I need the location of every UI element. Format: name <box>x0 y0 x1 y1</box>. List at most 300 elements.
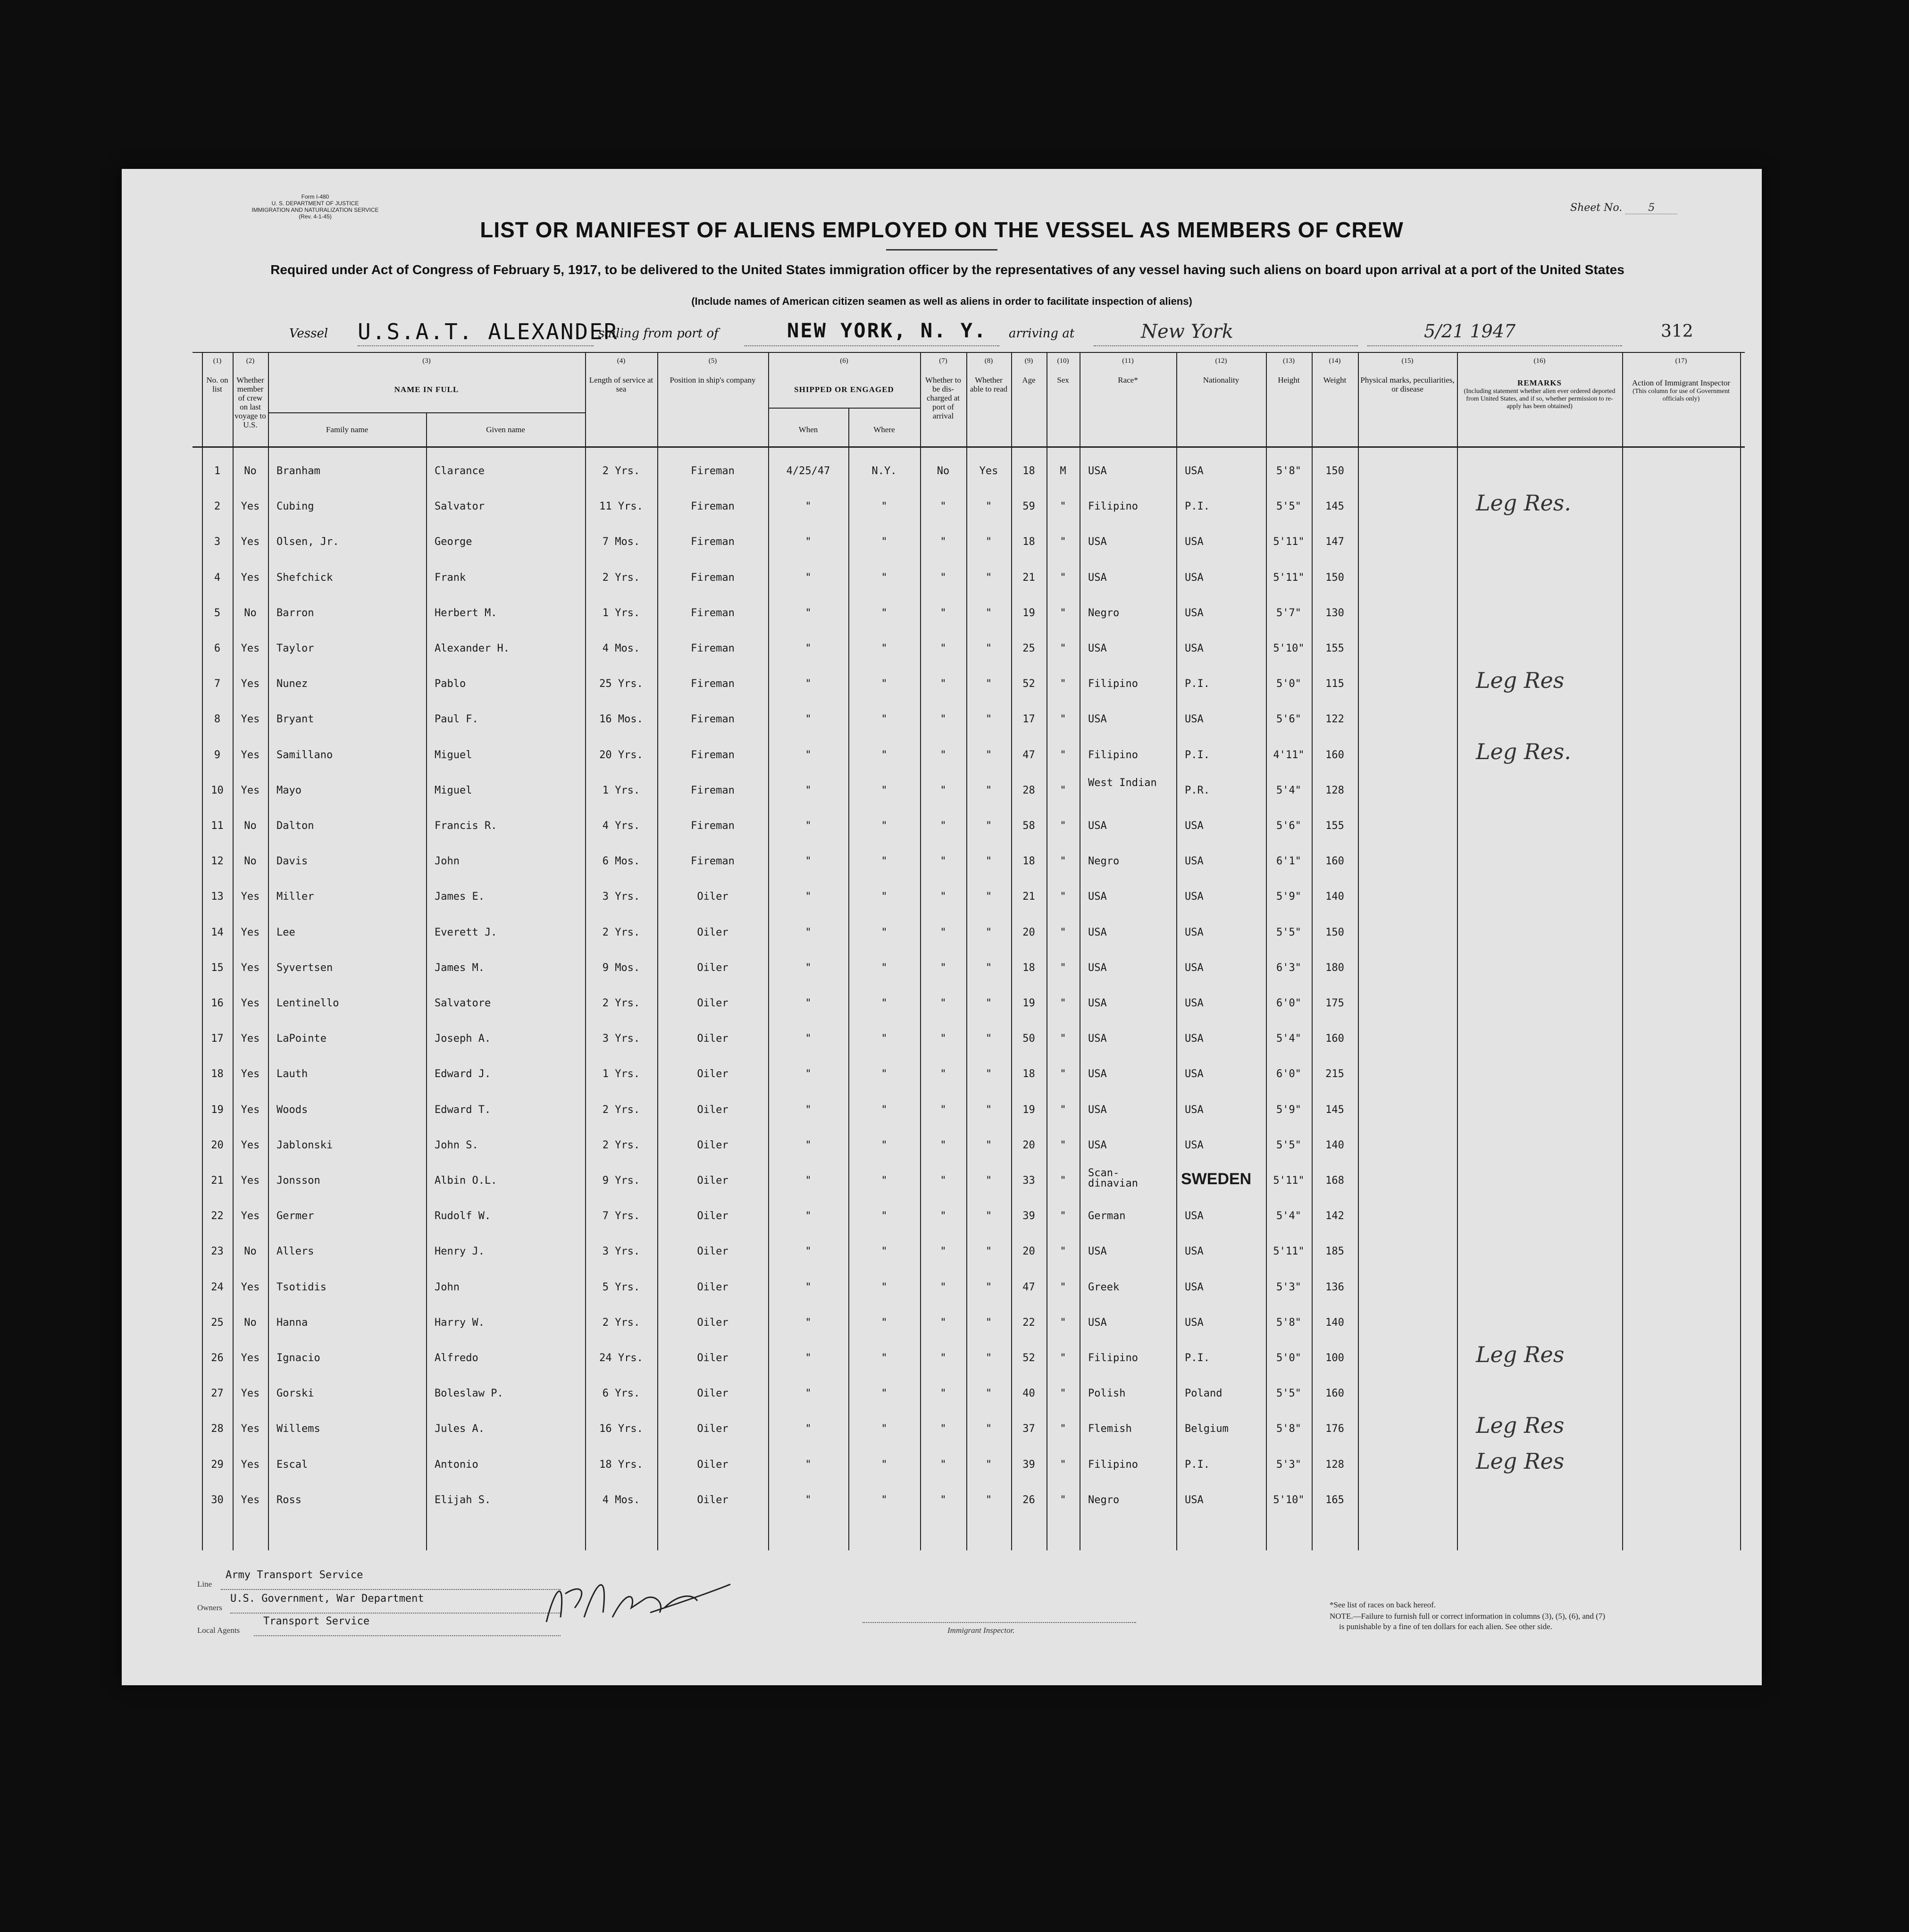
cell-when: " <box>805 643 812 654</box>
cell-nationality: USA <box>1185 1210 1204 1222</box>
cell-discharged: " <box>940 1210 946 1222</box>
column-divider <box>233 352 234 1550</box>
cell-age: 17 <box>1022 713 1035 726</box>
cell-family: Nunez <box>276 678 308 690</box>
vessel-underline <box>358 345 594 346</box>
column-divider <box>1622 352 1623 1550</box>
cell-age: 20 <box>1022 926 1035 938</box>
column-header: NAME IN FULL <box>394 385 459 394</box>
cell-family: Jablonski <box>276 1139 333 1151</box>
remarks-handwritten: Leg Res. <box>1476 738 1571 764</box>
cell-given: Miguel <box>435 784 472 796</box>
cell-family: Shefchick <box>276 571 333 584</box>
column-divider <box>1011 352 1012 1550</box>
cell-position: Oiler <box>697 1494 728 1506</box>
cell-service: 9 Mos. <box>602 962 640 974</box>
cell-age: 21 <box>1022 571 1035 584</box>
column-header: Length of service at sea <box>589 376 653 393</box>
cell-nationality: USA <box>1185 713 1204 726</box>
column-divider <box>1457 352 1458 1550</box>
cell-position: Oiler <box>697 1423 728 1435</box>
remarks-handwritten: Leg Res <box>1476 1342 1565 1367</box>
cell-given: John S. <box>435 1139 478 1151</box>
cell-sex: " <box>1060 1352 1066 1364</box>
cell-sex: " <box>1060 1210 1066 1222</box>
cell-weight: 168 <box>1325 1175 1344 1187</box>
column-header: Sex <box>1057 376 1069 385</box>
cell-position: Oiler <box>697 1246 728 1258</box>
column-header: Action of Immigrant Inspector <box>1632 378 1731 387</box>
cell-height: 5'8" <box>1276 1423 1301 1435</box>
column-number: (15) <box>1401 357 1414 365</box>
cell-family: Mayo <box>276 784 301 796</box>
cell-age: 18 <box>1022 1068 1035 1080</box>
cell-no: 9 <box>214 749 221 761</box>
cell-nationality: P.I. <box>1185 749 1210 761</box>
cell-read: " <box>985 962 992 974</box>
arrival-date: 5/21 1947 <box>1424 321 1516 342</box>
cell-sex: " <box>1060 713 1066 726</box>
cell-given: George <box>435 536 472 548</box>
cell-no: 23 <box>211 1246 224 1258</box>
cell-discharged: " <box>940 891 946 903</box>
cell-when: " <box>805 1033 812 1045</box>
cell-race: USA <box>1088 1316 1107 1329</box>
cell-read: " <box>985 1458 992 1471</box>
cell-weight: 215 <box>1325 1068 1344 1080</box>
cell-weight: 115 <box>1325 678 1344 690</box>
cell-age: 47 <box>1022 1281 1035 1293</box>
page-number: 312 <box>1661 322 1693 341</box>
cell-given: Herbert M. <box>435 607 497 619</box>
cell-where: " <box>881 607 888 619</box>
cell-no: 30 <box>211 1494 224 1506</box>
cell-where: " <box>881 643 888 654</box>
cell-height: 5'11" <box>1273 571 1305 584</box>
column-number: (10) <box>1057 357 1069 365</box>
column-subheader: Family name <box>326 425 368 434</box>
cell-age: 33 <box>1022 1175 1035 1187</box>
cell-age: 47 <box>1022 749 1035 761</box>
cell-nationality: USA <box>1185 926 1204 938</box>
cell-discharged: " <box>940 962 946 974</box>
cell-when: " <box>805 1423 812 1435</box>
cell-given: Boleslaw P. <box>435 1388 503 1400</box>
cell-family: Lentinello <box>276 997 339 1009</box>
column-header: No. on list <box>206 376 228 393</box>
subtitle: Required under Act of Congress of February 5, 1917, to be delivered to the United States immigration officer by the representatives of any vessel having such aliens on board upon arrival at a port of the United States <box>270 262 1624 277</box>
column-header: REMARKS <box>1517 378 1562 387</box>
cell-age: 40 <box>1022 1388 1035 1400</box>
cell-position: Oiler <box>697 891 728 903</box>
cell-given: Edward J. <box>435 1068 491 1080</box>
cell-age: 22 <box>1022 1316 1035 1329</box>
cell-prev: Yes <box>241 1494 260 1506</box>
cell-position: Oiler <box>697 1104 728 1116</box>
cell-no: 3 <box>214 536 221 548</box>
signature <box>537 1565 735 1636</box>
cell-no: 17 <box>211 1033 224 1045</box>
cell-position: Fireman <box>691 820 735 832</box>
column-divider <box>657 352 658 1550</box>
cell-race: USA <box>1088 536 1107 548</box>
cell-age: 19 <box>1022 1104 1035 1116</box>
cell-prev: No <box>244 1316 257 1329</box>
cell-nationality: USA <box>1185 465 1204 477</box>
cell-service: 25 Yrs. <box>599 678 643 690</box>
cell-where: " <box>881 678 888 690</box>
cell-nationality: Belgium <box>1185 1423 1229 1435</box>
cell-height: 5'10" <box>1273 643 1305 654</box>
cell-service: 2 Yrs. <box>602 926 640 938</box>
cell-given: Miguel <box>435 749 472 761</box>
cell-read: " <box>985 1281 992 1293</box>
cell-weight: 175 <box>1325 997 1344 1009</box>
cell-service: 2 Yrs. <box>602 997 640 1009</box>
cell-position: Fireman <box>691 571 735 584</box>
cell-discharged: " <box>940 1068 946 1080</box>
cell-race: Filipino <box>1088 1458 1138 1471</box>
column-divider <box>1266 352 1267 1550</box>
cell-weight: 142 <box>1325 1210 1344 1222</box>
cell-family: Woods <box>276 1104 308 1116</box>
column-number: (8) <box>984 357 993 365</box>
remarks-handwritten: Leg Res <box>1476 1448 1565 1474</box>
cell-age: 28 <box>1022 784 1035 796</box>
remarks-handwritten: Leg Res. <box>1476 490 1571 516</box>
cell-discharged: " <box>940 1388 946 1400</box>
cell-family: Lauth <box>276 1068 308 1080</box>
cell-read: " <box>985 713 992 726</box>
cell-race: Flemish <box>1088 1423 1132 1435</box>
column-number: (5) <box>708 357 717 365</box>
cell-height: 5'0" <box>1276 1352 1301 1364</box>
cell-when: " <box>805 962 812 974</box>
cell-given: Harry W. <box>435 1316 485 1329</box>
cell-no: 25 <box>211 1316 224 1329</box>
cell-nationality: USA <box>1185 571 1204 584</box>
cell-service: 2 Yrs. <box>602 465 640 477</box>
cell-height: 5'4" <box>1276 1210 1301 1222</box>
column-number: (12) <box>1215 357 1227 365</box>
owners-label: Owners <box>197 1603 222 1612</box>
cell-race: USA <box>1088 1246 1107 1258</box>
races-note: *See list of races on back hereof. <box>1330 1600 1436 1609</box>
cell-height: 5'3" <box>1276 1281 1301 1293</box>
cell-where: " <box>881 1494 888 1506</box>
cell-prev: Yes <box>241 962 260 974</box>
cell-position: Oiler <box>697 997 728 1009</box>
cell-prev: Yes <box>241 997 260 1009</box>
cell-height: 5'3" <box>1276 1458 1301 1471</box>
cell-age: 18 <box>1022 536 1035 548</box>
cell-service: 24 Yrs. <box>599 1352 643 1364</box>
cell-age: 18 <box>1022 962 1035 974</box>
cell-service: 4 Mos. <box>602 643 640 654</box>
remarks-handwritten: Leg Res <box>1476 668 1565 694</box>
cell-when: " <box>805 1104 812 1116</box>
cell-service: 4 Mos. <box>602 1494 640 1506</box>
cell-nationality: USA <box>1185 607 1204 619</box>
cell-position: Oiler <box>697 1139 728 1151</box>
form-id-line: (Rev. 4-1-45) <box>299 213 332 220</box>
penalty-note-1: NOTE.—Failure to furnish full or correct information in columns (3), (5), (6), and (7) <box>1330 1612 1605 1621</box>
cell-prev: Yes <box>241 1033 260 1045</box>
cell-read: " <box>985 1494 992 1506</box>
cell-sex: " <box>1060 1423 1066 1435</box>
cell-family: Miller <box>276 891 314 903</box>
cell-position: Oiler <box>697 1388 728 1400</box>
cell-sex: " <box>1060 1139 1066 1151</box>
cell-sex: " <box>1060 1316 1066 1329</box>
column-note: (Including statement whether alien ever ordered deported from United States, and if so, whether permission to re-apply has been obtained) <box>1464 388 1616 410</box>
cell-given: Clarance <box>435 465 485 477</box>
column-header: Race* <box>1118 376 1138 385</box>
cell-when: " <box>805 571 812 584</box>
cell-sex: " <box>1060 678 1066 690</box>
cell-when: " <box>805 1246 812 1258</box>
cell-age: 39 <box>1022 1210 1035 1222</box>
cell-height: 5'0" <box>1276 678 1301 690</box>
cell-weight: 140 <box>1325 1139 1344 1151</box>
cell-nationality: USA <box>1185 643 1204 654</box>
cell-family: Barron <box>276 607 314 619</box>
column-divider <box>268 352 269 1550</box>
cell-service: 3 Yrs. <box>602 1246 640 1258</box>
cell-read: " <box>985 1423 992 1435</box>
cell-read: " <box>985 1246 992 1258</box>
cell-service: 5 Yrs. <box>602 1281 640 1293</box>
cell-where: " <box>881 1104 888 1116</box>
column-header: SHIPPED OR ENGAGED <box>794 385 894 394</box>
cell-family: Allers <box>276 1246 314 1258</box>
cell-no: 27 <box>211 1388 224 1400</box>
column-number: (17) <box>1675 357 1687 365</box>
cell-family: Jonsson <box>276 1175 320 1187</box>
cell-read: " <box>985 891 992 903</box>
cell-given: Albin O.L. <box>435 1175 497 1187</box>
cell-where: " <box>881 1458 888 1471</box>
cell-no: 2 <box>214 501 221 513</box>
cell-race: USA <box>1088 962 1107 974</box>
cell-read: " <box>985 1068 992 1080</box>
cell-prev: Yes <box>241 713 260 726</box>
column-subheader: When <box>798 425 818 434</box>
cell-family: Germer <box>276 1210 314 1222</box>
cell-height: 6'0" <box>1276 997 1301 1009</box>
cell-no: 14 <box>211 926 224 938</box>
cell-position: Oiler <box>697 1175 728 1187</box>
sailing-label: sailing from port of <box>598 326 719 341</box>
cell-race: USA <box>1088 997 1107 1009</box>
column-number: (14) <box>1329 357 1341 365</box>
cell-family: Hanna <box>276 1316 308 1329</box>
cell-read: " <box>985 1210 992 1222</box>
cell-where: " <box>881 784 888 796</box>
cell-discharged: " <box>940 1033 946 1045</box>
cell-given: Antonio <box>435 1458 478 1471</box>
cell-service: 9 Yrs. <box>602 1175 640 1187</box>
cell-height: 5'9" <box>1276 891 1301 903</box>
cell-family: Branham <box>276 465 320 477</box>
cell-when: " <box>805 1458 812 1471</box>
cell-discharged: " <box>940 1175 946 1187</box>
cell-nationality: P.I. <box>1185 501 1210 513</box>
cell-when: " <box>805 1388 812 1400</box>
cell-race: USA <box>1088 820 1107 832</box>
cell-read: " <box>985 749 992 761</box>
owners-underline <box>230 1613 561 1614</box>
cell-sex: " <box>1060 536 1066 548</box>
cell-when: " <box>805 501 812 513</box>
cell-prev: Yes <box>241 1175 260 1187</box>
cell-prev: Yes <box>241 1068 260 1080</box>
form-id-line: Form I-480 <box>301 193 329 200</box>
cell-race: Filipino <box>1088 501 1138 513</box>
cell-family: Ignacio <box>276 1352 320 1364</box>
cell-when: " <box>805 926 812 938</box>
column-divider <box>1740 352 1741 1550</box>
cell-race: Polish <box>1088 1388 1126 1400</box>
cell-sex: " <box>1060 1494 1066 1506</box>
cell-weight: 136 <box>1325 1281 1344 1293</box>
manifest-page <box>122 169 1762 1685</box>
form-id-line: U. S. DEPARTMENT OF JUSTICE <box>271 200 359 207</box>
cell-age: 58 <box>1022 820 1035 832</box>
cell-sex: " <box>1060 926 1066 938</box>
cell-discharged: No <box>937 465 950 477</box>
cell-where: " <box>881 1033 888 1045</box>
cell-height: 5'5" <box>1276 501 1301 513</box>
cell-position: Fireman <box>691 713 735 726</box>
cell-weight: 155 <box>1325 820 1344 832</box>
cell-age: 18 <box>1022 465 1035 477</box>
cell-family: Ross <box>276 1494 301 1506</box>
cell-race: German <box>1088 1210 1126 1222</box>
cell-read: " <box>985 784 992 796</box>
cell-service: 7 Yrs. <box>602 1210 640 1222</box>
column-number: (2) <box>246 357 255 365</box>
cell-height: 5'5" <box>1276 1139 1301 1151</box>
cell-discharged: " <box>940 784 946 796</box>
cell-prev: No <box>244 855 257 868</box>
agents-underline <box>254 1635 561 1636</box>
cell-height: 6'0" <box>1276 1068 1301 1080</box>
cell-position: Oiler <box>697 962 728 974</box>
cell-no: 8 <box>214 713 221 726</box>
inspector-label: Immigrant Inspector. <box>947 1626 1015 1635</box>
cell-sex: " <box>1060 607 1066 619</box>
cell-service: 3 Yrs. <box>602 1033 640 1045</box>
cell-given: Everett J. <box>435 926 497 938</box>
cell-sex: " <box>1060 1388 1066 1400</box>
column-header: Whether member of crew on last voyage to U.S. <box>234 376 266 429</box>
cell-given: Jules A. <box>435 1423 485 1435</box>
cell-nationality: P.I. <box>1185 1458 1210 1471</box>
cell-no: 28 <box>211 1423 224 1435</box>
cell-no: 21 <box>211 1175 224 1187</box>
cell-when: " <box>805 1281 812 1293</box>
cell-sex: " <box>1060 962 1066 974</box>
cell-nationality: P.I. <box>1185 678 1210 690</box>
cell-discharged: " <box>940 571 946 584</box>
cell-race: USA <box>1088 891 1107 903</box>
cell-given: Salvatore <box>435 997 491 1009</box>
cell-no: 24 <box>211 1281 224 1293</box>
form-id-line: IMMIGRATION AND NATURALIZATION SERVICE <box>251 207 379 213</box>
cell-age: 19 <box>1022 997 1035 1009</box>
cell-sex: " <box>1060 820 1066 832</box>
cell-weight: 147 <box>1325 536 1344 548</box>
cell-discharged: " <box>940 1281 946 1293</box>
cell-height: 5'7" <box>1276 607 1301 619</box>
cell-given: Rudolf W. <box>435 1210 491 1222</box>
column-header: Nationality <box>1203 376 1239 385</box>
cell-service: 3 Yrs. <box>602 891 640 903</box>
cell-height: 5'11" <box>1273 1246 1305 1258</box>
cell-prev: No <box>244 820 257 832</box>
cell-read: " <box>985 607 992 619</box>
cell-service: 1 Yrs. <box>602 1068 640 1080</box>
agents-label: Local Agents <box>197 1626 240 1635</box>
cell-no: 13 <box>211 891 224 903</box>
cell-where: " <box>881 1281 888 1293</box>
cell-prev: Yes <box>241 1210 260 1222</box>
cell-where: " <box>881 1210 888 1222</box>
cell-when: " <box>805 1316 812 1329</box>
cell-race: USA <box>1088 926 1107 938</box>
cell-weight: 155 <box>1325 643 1344 654</box>
cell-service: 16 Yrs. <box>599 1423 643 1435</box>
cell-height: 5'11" <box>1273 536 1305 548</box>
cell-sex: " <box>1060 1246 1066 1258</box>
cell-sex: " <box>1060 891 1066 903</box>
cell-no: 20 <box>211 1139 224 1151</box>
cell-position: Fireman <box>691 749 735 761</box>
cell-where: " <box>881 1352 888 1364</box>
cell-read: " <box>985 820 992 832</box>
cell-race: Filipino <box>1088 678 1138 690</box>
cell-where: " <box>881 891 888 903</box>
cell-race: USA <box>1088 713 1107 726</box>
column-number: (1) <box>213 357 222 365</box>
cell-given: James M. <box>435 962 485 974</box>
arriving-port: New York <box>1141 321 1233 343</box>
cell-height: 5'8" <box>1276 1316 1301 1329</box>
cell-given: Edward T. <box>435 1104 491 1116</box>
cell-age: 39 <box>1022 1458 1035 1471</box>
table-header-bottom-border <box>193 446 1745 448</box>
cell-position: Oiler <box>697 1068 728 1080</box>
column-note: (This column for use of Government officials only) <box>1633 388 1730 402</box>
cell-prev: Yes <box>241 571 260 584</box>
cell-sex: " <box>1060 997 1066 1009</box>
cell-nationality: USA <box>1185 1139 1204 1151</box>
cell-family: Willems <box>276 1423 320 1435</box>
cell-where: " <box>881 571 888 584</box>
cell-prev: Yes <box>241 749 260 761</box>
vessel-name: U.S.A.T. ALEXANDER <box>358 319 619 344</box>
cell-where: " <box>881 501 888 513</box>
column-divider <box>966 352 967 1550</box>
cell-sex: M <box>1060 465 1066 477</box>
cell-service: 2 Yrs. <box>602 1316 640 1329</box>
cell-discharged: " <box>940 643 946 654</box>
agents-value: Transport Service <box>263 1615 370 1627</box>
title-rule <box>886 249 997 251</box>
cell-when: " <box>805 820 812 832</box>
cell-when: " <box>805 1175 812 1187</box>
